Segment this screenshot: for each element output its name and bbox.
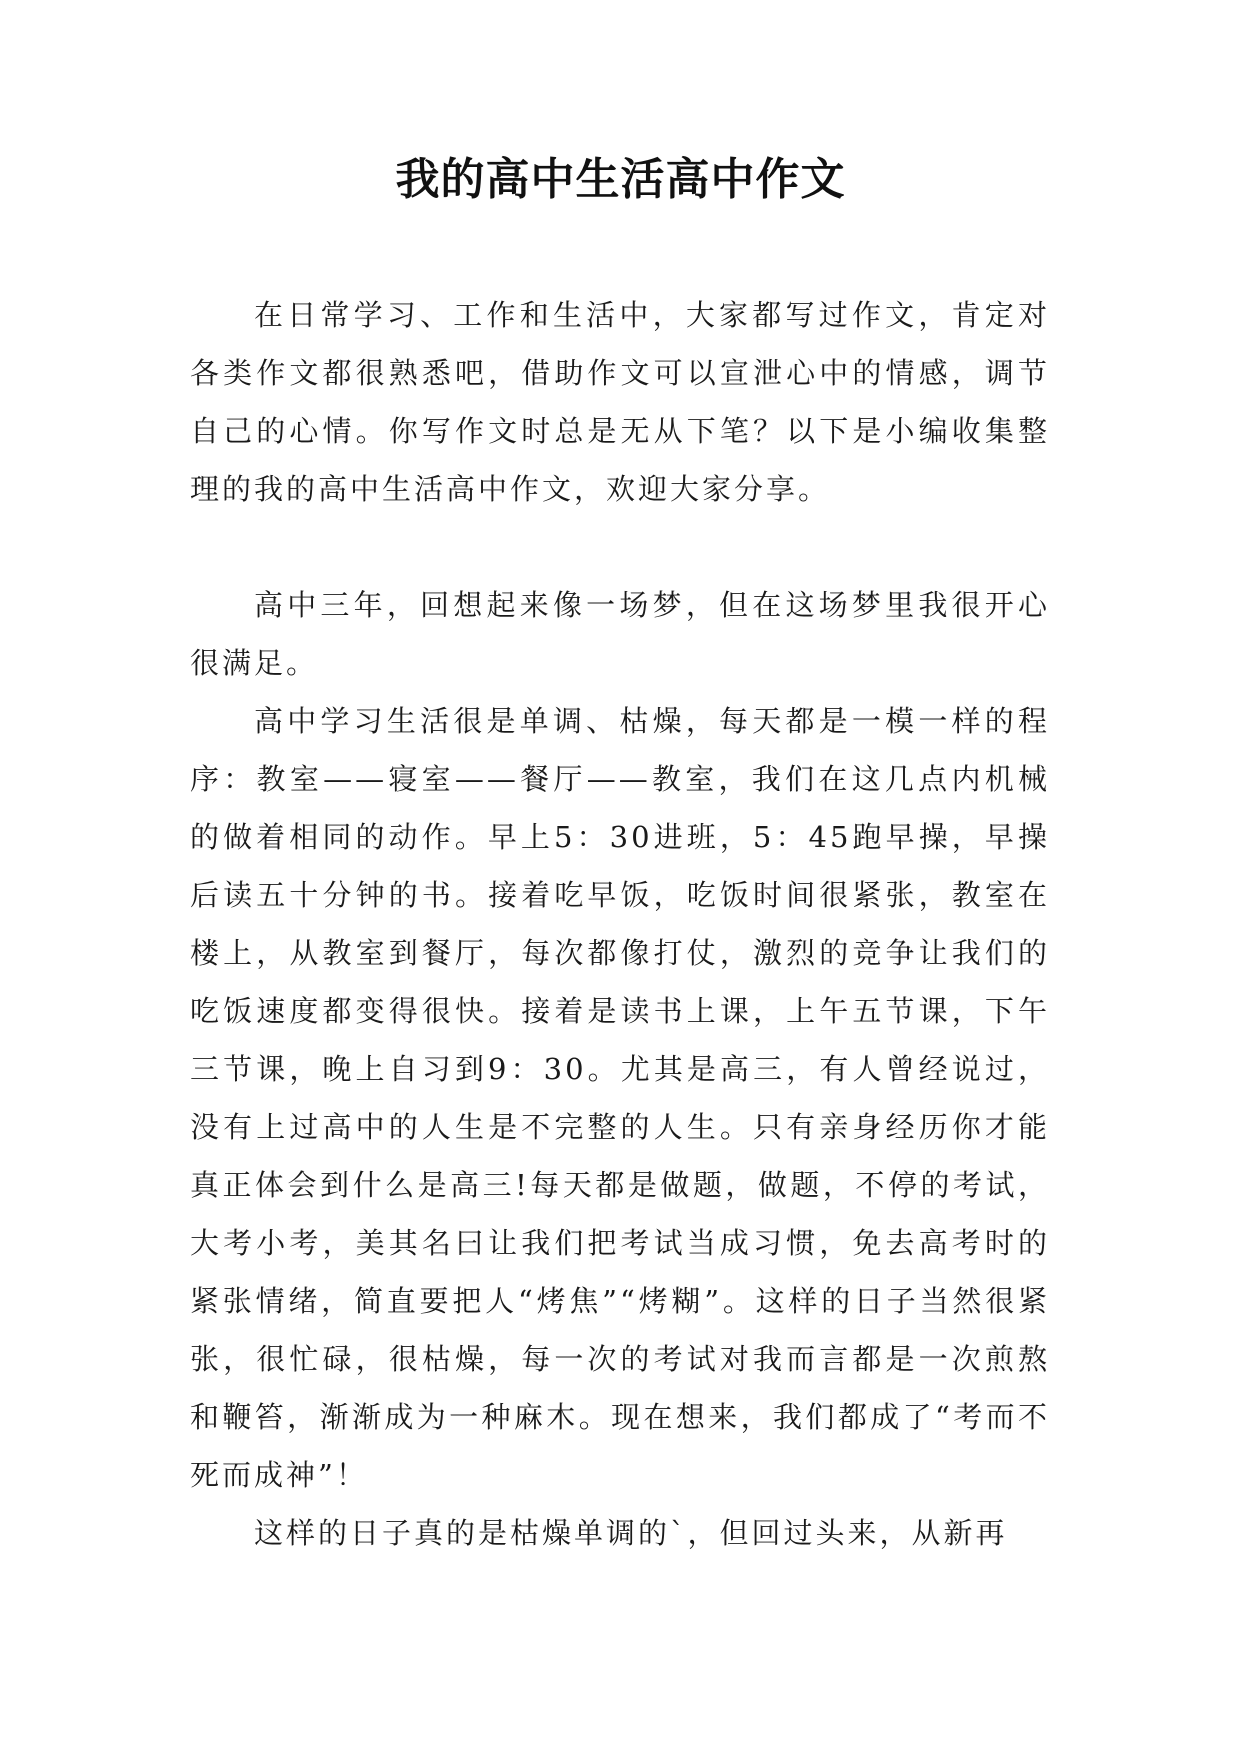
paragraph-2: 高中学习生活很是单调、枯燥，每天都是一模一样的程序：教室——寝室——餐厅——教室，我们在这几点内机械的做着相同的动作。早上5：30进班，5：45跑早操，早操后读五十分钟的书。接着吃早饭，吃饭时间很紧张，教室在楼上，从教室到餐厅，每次都像打仗，激烈的竞争让我们的吃饭速度都变得很快。接着是读书上课，上午五节课，下午三节课，晚上自习到9：30。尤其是高三，有人曾经说过，没有上过高中的人生是不完整的人生。只有亲身经历你才能真正体会到什么是高三!每天都是做题，做题，不停的考试，大考小考，美其名曰让我们把考试当成习惯，免去高考时的紧张情绪，简直要把人“烤焦”“烤糊”。这样的日子当然很紧张，很忙碌，很枯燥，每一次的考试对我而言都是一次煎熬和鞭笞，渐渐成为一种麻木。现在想来，我们都成了“考而不死而成神”！: [190, 704, 1050, 1492]
paragraph-intro: 在日常学习、工作和生活中，大家都写过作文，肯定对各类作文都很熟悉吧，借助作文可以宣泄心中的情感，调节自己的心情。你写作文时总是无从下笔？以下是小编收集整理的我的高中生活高中作文，欢迎大家分享。: [190, 298, 1050, 506]
document-body: [190, 286, 1050, 1562]
paragraph-3: 这样的日子真的是枯燥单调的`，但回过头来，从新再: [254, 1516, 1008, 1550]
document-title: 我的高中生活高中作文: [395, 154, 846, 205]
paragraph-1: 高中三年，回想起来像一场梦，但在这场梦里我很开心很满足。: [190, 588, 1050, 680]
